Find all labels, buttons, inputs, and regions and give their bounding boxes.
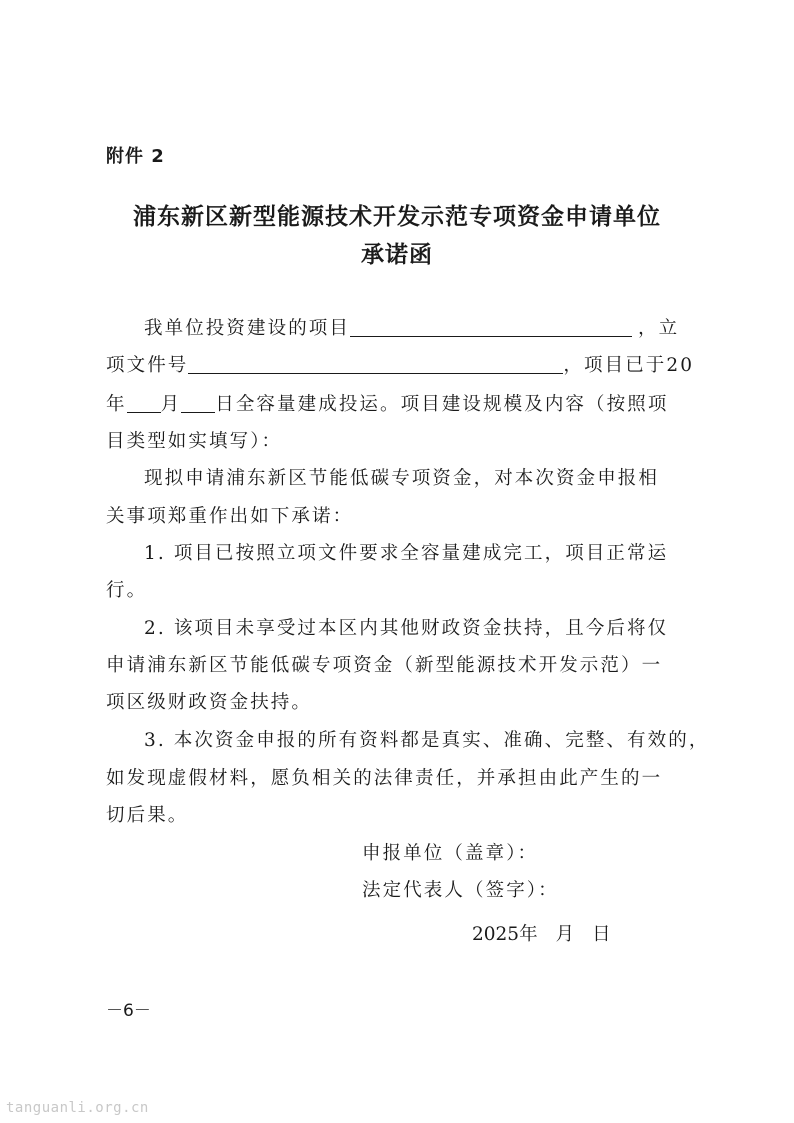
project-name-field[interactable] (350, 316, 632, 337)
month-unit: 月 (160, 394, 182, 415)
item1-line2: 行。 (106, 580, 148, 601)
page-number: －6－ (106, 1001, 151, 1021)
paragraph1-line4: 目类型如实填写）： (106, 431, 283, 452)
file-number-label: 项文件号 (106, 355, 189, 376)
paragraph2-line1: 现拟申请浦东新区节能低碳专项资金，对本次资金申报相 (144, 468, 660, 489)
document-title-line2: 承诺函 (361, 241, 433, 268)
completion-label: ，项目已于20 (563, 355, 695, 376)
watermark: tanguanli.org.cn (6, 1100, 149, 1116)
date-year: 2025年 (472, 924, 538, 945)
paragraph2-line2: 关事项郑重作出如下承诺： (106, 506, 354, 527)
item2-line2: 申请浦东新区节能低碳专项资金（新型能源技术开发示范）一 (106, 655, 663, 676)
attachment-label: 附件 2 (106, 146, 165, 167)
legal-rep-signature-line: 法定代表人（签字）： (362, 880, 559, 901)
item2-line1: 2. 该项目未享受过本区内其他财政资金扶持，且今后将仅 (144, 618, 669, 639)
date-day: 日 (592, 924, 611, 945)
item3-line2: 如发现虚假材料，愿负相关的法律责任，并承担由此产生的一 (106, 768, 663, 789)
paragraph1-line2 (106, 351, 694, 377)
applicant-seal-line: 申报单位（盖章）： (362, 843, 539, 864)
item3-line1: 3. 本次资金申报的所有资料都是真实、准确、完整、有效的， (144, 730, 710, 751)
project-label: 我单位投资建设的项目 (144, 318, 351, 339)
paragraph1-line1 (144, 314, 679, 340)
signature-date (472, 920, 629, 946)
item1-line1: 1. 项目已按照立项文件要求全容量建成完工，项目正常运 (144, 543, 669, 564)
paragraph1-line3 (106, 390, 668, 416)
year-unit: 年 (106, 394, 127, 415)
day-unit-text: 日全容量建成投运。项目建设规模及内容（按照项 (215, 394, 669, 415)
item3-line3: 切后果。 (106, 805, 189, 826)
item2-line3: 项区级财政资金扶持。 (106, 692, 313, 713)
file-number-field[interactable] (188, 353, 563, 374)
project-suffix: ，立 (638, 318, 680, 339)
month-field[interactable] (181, 392, 215, 413)
year-field[interactable] (127, 392, 161, 413)
document-title-line1: 浦东新区新型能源技术开发示范专项资金申请单位 (133, 203, 661, 230)
date-month: 月 (555, 924, 575, 945)
